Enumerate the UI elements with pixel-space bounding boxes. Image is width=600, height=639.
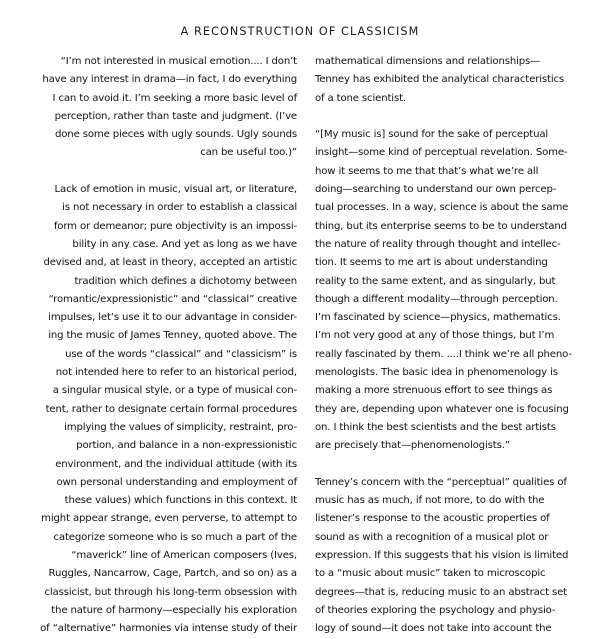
text-line: not intended here to refer to an historical period, xyxy=(55,367,297,379)
text-line: these values) which functions in this context. It xyxy=(64,495,297,507)
text-line: to a “music about music” taken to microscopic xyxy=(315,568,546,580)
paragraph-gap xyxy=(315,456,585,474)
paragraph-gap xyxy=(20,163,297,181)
text-line: are precisely that—phenomenologists.” xyxy=(315,440,510,452)
text-line: “[My music is] sound for the sake of perceptual xyxy=(315,129,549,141)
left-column xyxy=(20,53,297,639)
text-line: making a more strenuous effort to see things as xyxy=(315,385,553,397)
text-line: form or demeanor; pure objectivity is an impossi- xyxy=(53,220,297,232)
text-line: tradition which defines a dichotomy between xyxy=(74,275,297,287)
text-line: tent, rather to designate certain formal procedures xyxy=(45,403,297,415)
text-line: implying the values of simplicity, restraint, pro- xyxy=(64,421,297,433)
paragraph-gap xyxy=(315,108,585,126)
text-line: I can to avoid it. I’m seeking a more basic level of xyxy=(52,92,297,104)
text-line: reality to the same extent, and as singularly, but xyxy=(315,275,556,287)
text-line: Tenney has exhibited the analytical characteristics xyxy=(315,74,565,86)
text-line: Ruggles, Nancarrow, Cage, Partch, and so on) as a xyxy=(48,568,297,580)
text-line: can be useful too.)” xyxy=(200,147,297,159)
text-line: tion. It seems to me art is about understanding xyxy=(315,257,548,269)
text-line: the nature of reality through thought and intellec- xyxy=(315,238,561,250)
text-line: though a different modality—through perception. xyxy=(315,293,558,305)
text-line: portion, and balance in a non-expressionistic xyxy=(76,440,297,452)
text-line: logy of sound—it does not take into account the xyxy=(315,623,552,635)
text-line: expression. If this suggests that his vision is limited xyxy=(315,550,569,562)
text-line: done some pieces with ugly sounds. Ugly sounds xyxy=(54,129,297,141)
text-line: bility in any case. And yet as long as we have xyxy=(72,238,297,250)
text-line: is not necessary in order to establish a classical xyxy=(62,202,297,214)
body-paragraph xyxy=(20,181,297,638)
text-line: the nature of harmony—especially his exploration xyxy=(51,604,297,616)
text-line: “maverick” line of American composers (Ives, xyxy=(71,550,297,562)
quote-paragraph xyxy=(20,53,297,163)
text-line: a singular musical style, or a type of musical con- xyxy=(52,385,297,397)
running-head: A RECONSTRUCTION OF CLASSICISM xyxy=(180,25,420,38)
right-column xyxy=(315,53,585,639)
text-line: use of the words “classical” and “classicism” is xyxy=(65,348,297,360)
text-line: thing, but its enterprise seems to be to understand xyxy=(315,220,567,232)
text-line: doing—searching to understand our own percep- xyxy=(315,184,557,196)
body-paragraph xyxy=(315,53,585,108)
text-line: have any interest in drama—in fact, I do everything xyxy=(42,74,297,86)
text-line: of theories exploring the psychology and physio- xyxy=(315,604,556,616)
text-line: really fascinated by them. ....I think we’re all pheno- xyxy=(315,348,572,360)
text-line: devised and, at least in theory, accepted an artistic xyxy=(43,257,297,269)
text-line: they are, depending upon whatever one is focusing xyxy=(315,403,569,415)
text-line: of “alternative” harmonies via intense study of their xyxy=(40,623,297,635)
text-line: impulses, let’s use it to our advantage in consider- xyxy=(48,312,297,324)
text-line: ing the music of James Tenney, quoted above. The xyxy=(48,330,297,342)
quote-paragraph xyxy=(315,126,585,455)
text-line: music has as much, if not more, to do with the xyxy=(315,495,545,507)
text-line: insight—some kind of perceptual revelation. Some- xyxy=(315,147,568,159)
text-line: how it seems to me that that’s what we’re all xyxy=(315,165,539,177)
text-line: “I’m not interested in musical emotion.... I don’t xyxy=(60,56,297,67)
text-line: Tenney’s concern with the “perceptual” qualities of xyxy=(315,476,567,488)
text-line: sound as with a recognition of a musical plot or xyxy=(315,531,549,543)
text-line: menologists. The basic idea in phenomenology is xyxy=(315,367,558,379)
text-line: I’m fascinated by science—physics, mathematics. xyxy=(315,312,561,324)
text-line: listener’s response to the acoustic properties of xyxy=(315,513,550,525)
text-line: own personal understanding and employment of xyxy=(56,476,297,488)
text-line: of a tone scientist. xyxy=(315,92,406,104)
text-line: “romantic/expressionistic” and “classical” creative xyxy=(48,293,297,305)
text-line: Lack of emotion in music, visual art, or literature, xyxy=(54,184,297,196)
text-line: tual processes. In a way, science is about the same xyxy=(315,202,569,214)
text-line: I’m not very good at any of those things, but I’m xyxy=(315,330,555,342)
body-paragraph xyxy=(315,474,585,639)
text-line: degrees—that is, reducing music to an abstract set xyxy=(315,586,567,598)
text-line: mathematical dimensions and relationships— xyxy=(315,56,541,67)
text-line: categorize someone who is so much a part of the xyxy=(53,531,297,543)
text-line: classicist, but through his long-term obsession with xyxy=(44,586,297,598)
text-line: perception, rather than taste and judgment. (I’ve xyxy=(54,110,297,122)
text-line: might appear strange, even perverse, to attempt to xyxy=(41,513,297,525)
text-line: environment, and the individual attitude (with its xyxy=(55,458,297,470)
text-line: on. I think the best scientists and the best artists xyxy=(315,421,556,433)
